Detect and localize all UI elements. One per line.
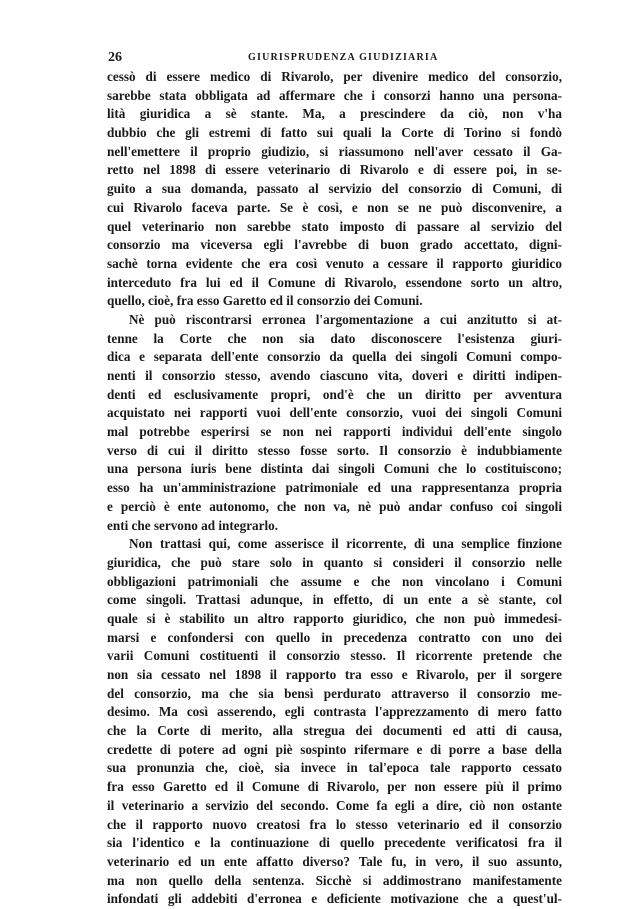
text-line: marsi e confondersi con quello in precedenza contratto con uno dei bbox=[107, 629, 562, 645]
text-line: che la Corte di merito, alla stregua dei documenti ed atti di causa, bbox=[107, 723, 562, 739]
text-line: mal potrebbe esperirsi se non nei rapporti individui dell'ente singolo bbox=[107, 424, 562, 440]
text-line: che il rapporto nuovo creatosi fra lo stesso veterinario ed il consorzio bbox=[107, 816, 562, 832]
text-line: obbligazioni patrimoniali che assume e che non vincolano i Comuni bbox=[107, 573, 562, 589]
text-line: denti ed esclusivamente propri, ond'è che un diritto per avventura bbox=[107, 386, 562, 402]
running-title: GIURISPRUDENZA GIUDIZIARIA bbox=[248, 52, 439, 63]
text-line: ma non quello della sentenza. Sicchè si addimostrano manifestamente bbox=[107, 872, 562, 888]
text-line: il veterinario a servizio del secondo. Come fa egli a dire, ciò non ostante bbox=[107, 797, 562, 813]
text-line: Non trattasi qui, come asserisce il ricorrente, di una semplice finzione bbox=[129, 536, 562, 552]
text-line: acquistato nei rapporti vuoi dell'ente consorzio, vuoi dei singoli Comuni bbox=[107, 405, 562, 421]
text-line: giuridica, che può stare solo in quanto si consideri il consorzio nelle bbox=[107, 554, 562, 570]
text-line: e perciò è ente autonomo, che non va, nè può andar confuso coi singoli bbox=[107, 498, 562, 514]
text-line: desimo. Ma così asserendo, egli contrasta l'apprezzamento di mero fatto bbox=[107, 704, 562, 720]
text-line: fra esso Garetto ed il Comune di Rivarolo, per non essere più il primo bbox=[107, 779, 562, 795]
text-line: interceduto fra lui ed il Comune di Rivarolo, essendone sorto un altro, bbox=[107, 274, 562, 290]
text-line: quel veterinario non sarebbe stato imposto di passare al servizio del bbox=[107, 218, 562, 234]
body-text bbox=[107, 68, 562, 909]
text-line: esso ha un'amministrazione patrimoniale ed una rappresentanza propria bbox=[107, 480, 562, 496]
text-line: Nè può riscontrarsi erronea l'argomentazione a cui anzitutto si at- bbox=[129, 311, 562, 327]
text-line: tenne la Corte che non sia dato disconoscere l'esistenza giuri- bbox=[107, 330, 562, 346]
text-line: sua pronunzia che, cioè, sia invece in tal'epoca tale rapporto cessato bbox=[107, 760, 562, 776]
text-line: dica e separata dell'ente consorzio da quella dei singoli Comuni compo- bbox=[107, 349, 562, 365]
text-line: lità giuridica a sè stante. Ma, a prescindere da ciò, non v'ha bbox=[107, 106, 562, 122]
text-line: come singoli. Trattasi adunque, in effetto, di un ente a sè stante, col bbox=[107, 592, 562, 608]
text-line: quale si è stabilito un altro rapporto giuridico, che non può immedesi- bbox=[107, 610, 562, 626]
text-line: quello, cioè, fra esso Garetto ed il consorzio dei Comuni. bbox=[107, 293, 423, 309]
text-line: sachè torna evidente che era così venuto a cessare il rapporto giuridico bbox=[107, 255, 562, 271]
text-line: credette di potere ad ogni piè sospinto rifermare e di porre a base della bbox=[107, 741, 562, 757]
text-line: cui Rivarolo faceva parte. Se è così, e non se ne può disconvenire, a bbox=[107, 199, 562, 215]
text-line: verso di cui il diritto stesso fosse sorto. Il consorzio è indubbiamente bbox=[107, 442, 562, 458]
text-line: nell'emettere il proprio giudizio, si riassumono nell'aver cessato il Ga- bbox=[107, 143, 562, 159]
page-number: 26 bbox=[108, 50, 122, 65]
text-line: sarebbe stata obbligata ad affermare che i consorzi hanno una persona- bbox=[107, 87, 562, 103]
text-line: varii Comuni costituenti il consorzio stesso. Il ricorrente pretende che bbox=[107, 648, 562, 664]
text-line: dubbio che gli estremi di fatto sui quali la Corte di Torino si fondò bbox=[107, 125, 562, 141]
text-line: sia l'identico e la continuazione di quello precedente verificatosi fra il bbox=[107, 835, 562, 851]
text-line: enti che servono ad integrarlo. bbox=[107, 517, 279, 533]
text-line: una persona iuris bene distinta dai singoli Comuni che lo costituiscono; bbox=[107, 461, 562, 477]
text-line: guito a sua domanda, passato al servizio del consorzio di Comuni, di bbox=[107, 181, 562, 197]
text-line: veterinario ed un ente affatto diverso? Tale fu, in vero, il suo assunto, bbox=[107, 853, 562, 869]
text-line: consorzio ma viceversa egli l'avrebbe di buon grado accettato, digni- bbox=[107, 237, 562, 253]
text-line: non sia cessato nel 1898 il rapporto tra esso e Rivarolo, per il sorgere bbox=[107, 667, 562, 682]
text-line: del consorzio, ma che sia bensì perdurato attraverso il consorzio me- bbox=[107, 685, 562, 701]
text-line: nenti il consorzio stesso, avendo ciascuno vita, doveri e diritti indipen- bbox=[107, 368, 562, 383]
text-line: cessò di essere medico di Rivarolo, per divenire medico del consorzio, bbox=[107, 69, 562, 84]
text-line: retto nel 1898 di essere veterinario di Rivarolo e di essere poi, in se- bbox=[107, 162, 562, 178]
text-line: infondati gli addebiti d'erronea e deficiente motivazione che a quest'ul- bbox=[107, 891, 562, 907]
